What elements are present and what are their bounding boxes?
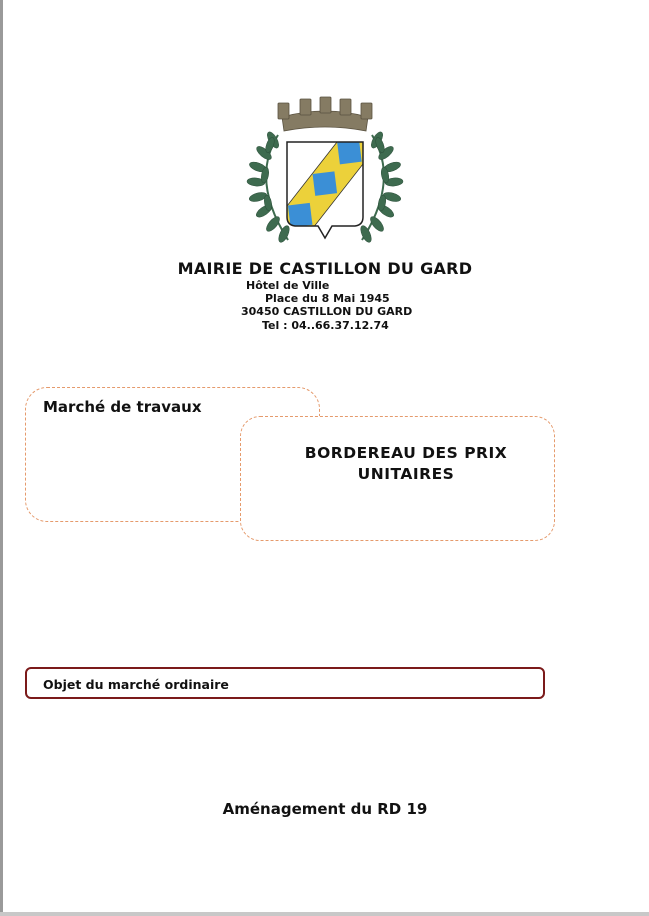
mural-crown — [278, 97, 372, 131]
coat-of-arms-icon — [240, 95, 410, 255]
document-title — [270, 443, 542, 485]
address-line-city: 30450 CASTILLON DU GARD — [241, 305, 413, 318]
mairie-title: MAIRIE DE CASTILLON DU GARD — [177, 259, 473, 278]
address-line-hotel: Hôtel de Ville — [246, 279, 330, 292]
objet-label: Objet du marché ordinaire — [43, 677, 229, 692]
page-left-border — [0, 0, 3, 916]
page-bottom-border — [0, 912, 649, 916]
document-title-line2: UNITAIRES — [357, 465, 455, 483]
document-title-line1: BORDEREAU DES PRIX — [304, 444, 508, 462]
project-subject: Aménagement du RD 19 — [222, 800, 428, 818]
address-line-phone: Tel : 04..66.37.12.74 — [262, 319, 389, 332]
market-type-label: Marché de travaux — [43, 398, 202, 416]
address-line-place: Place du 8 Mai 1945 — [265, 292, 390, 305]
